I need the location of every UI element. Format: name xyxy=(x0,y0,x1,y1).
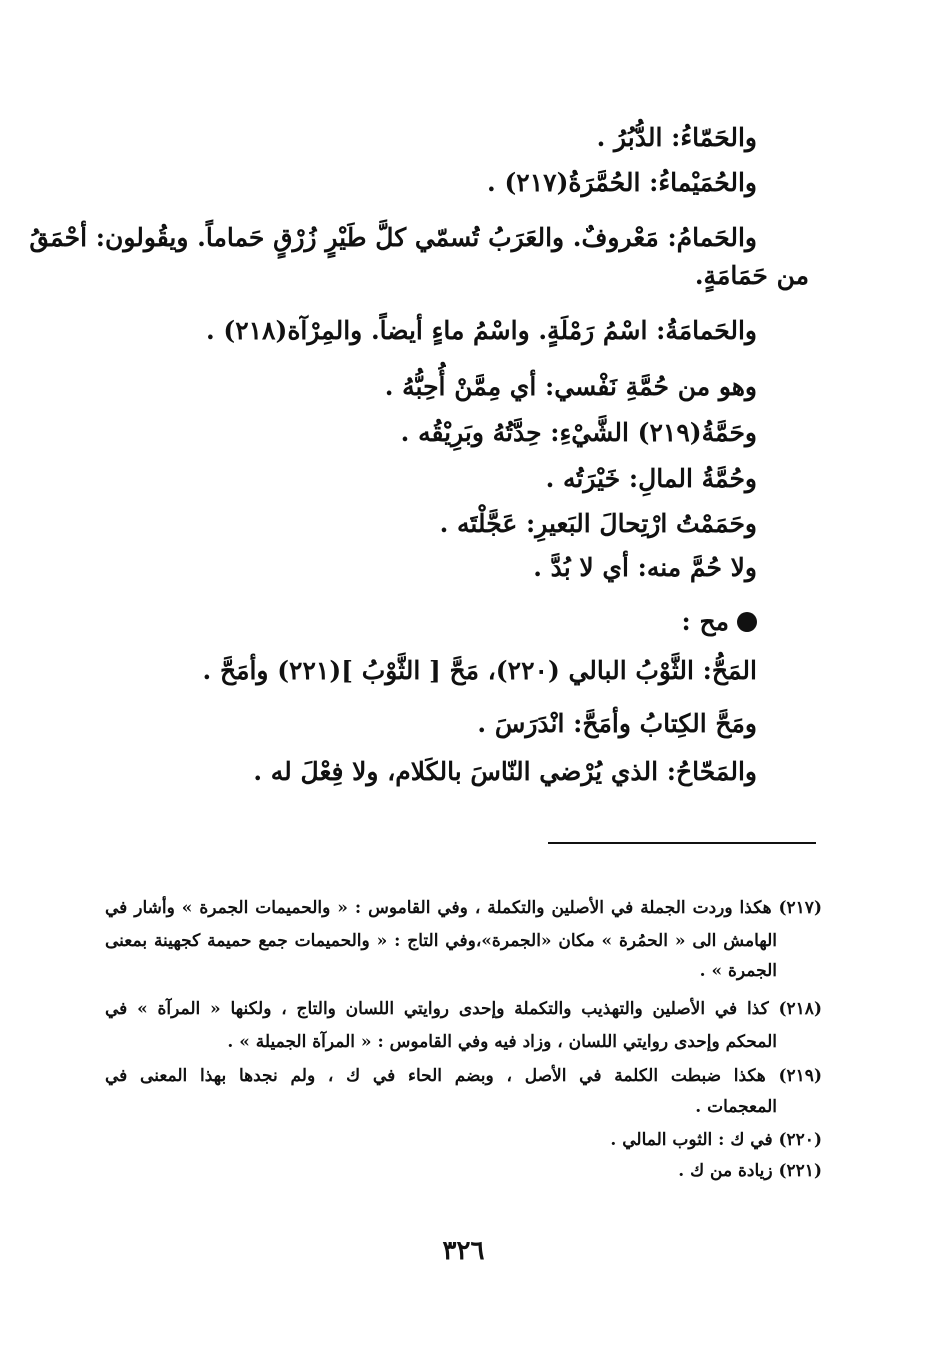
section-heading-text: مح : xyxy=(681,607,729,636)
entry-line: وهو من حُمَّةِ نَفْسي: أي مِمَّنْ أُحِبُّهُ . xyxy=(384,372,757,401)
footnote-line: (٢١٧) هكذا وردت الجملة في الأصلين والتكملة ، وفي القاموس : « والحميمات الجمرة » وأشار في xyxy=(105,898,822,918)
entry-line: ولا حُمَّ منه: أي لا بُدَّ . xyxy=(533,553,757,582)
entry-line: المَحُّ: الثَّوْبُ البالي (٢٢٠)، مَحَّ [ الثَّوْبُ ](٢٢١) وأمَحَّ . xyxy=(202,656,757,685)
entry-line: والحُمَيْماءُ: الحُمَّرَةُ(٢١٧) . xyxy=(487,168,757,197)
footnote-separator xyxy=(548,842,816,844)
entry-line-continuation: من حَمَامَةٍ. xyxy=(694,261,809,290)
footnote-line: المحكم وإحدى روايتي اللسان ، وزاد فيه وفي القاموس : « المرآة الجميلة » . xyxy=(227,1032,777,1052)
entry-line: وحَمَّةُ(٢١٩) الشَّيْءِ: حِدَّتُهُ وبَرِيْقُه . xyxy=(400,418,757,447)
entry-line: ومَحَّ الكِتابُ وأمَحَّ: انْدَرَسَ . xyxy=(477,709,757,738)
entry-line: والحَمّاءُ: الدُّبُرُ . xyxy=(596,123,757,152)
footnote-line: الهامش الى « الحمُرة » مكان «الجمرة»،وفي التاج : « والحميمات جمع حميمة كجهينة بمعنى xyxy=(105,931,777,951)
section-heading xyxy=(682,605,757,639)
footnote-line: المعجمات . xyxy=(695,1097,777,1117)
page-number: ٣٢٦ xyxy=(442,1236,485,1266)
footnote-line: الجمرة » . xyxy=(699,961,777,981)
bullet-icon xyxy=(737,612,757,632)
footnote-line: (٢٢١) زيادة من ك . xyxy=(678,1161,822,1181)
entry-line: وحُمَّةُ المالِ: خَيْرَتُه . xyxy=(545,464,757,493)
footnote-line: (٢١٨) كذا في الأصلين والتهذيب والتكملة وإحدى روايتي اللسان والتاج ، ولكنها « المرآة » في xyxy=(105,999,822,1019)
entry-line: وحَمَمْتُ ارْتِحالَ البَعيرِ: عَجَّلْتَه . xyxy=(439,509,757,538)
footnote-line: (٢١٩) هكذا ضبطت الكلمة في الأصل ، وبضم الحاء في ك ، ولم نجدها بهذا المعنى في xyxy=(105,1066,822,1086)
entry-line: والحَمامَةُ: اسْمُ رَمْلَةٍ. واسْمُ ماءٍ أيضاً. والمِرْآة(٢١٨) . xyxy=(205,316,757,345)
entry-line: والمَحّاحُ: الذي يُرْضي النّاسَ بالكَلام، ولا فِعْلَ له . xyxy=(253,757,757,786)
footnote-line: (٢٢٠) في ك : الثوب المالي . xyxy=(610,1130,822,1150)
entry-line: والحَمامُ: مَعْروفٌ. والعَرَبُ تُسمّي كلَّ طَيْرٍ زُرْقٍ حَماماً. ويقُولون: أحْمَقُ xyxy=(29,223,757,252)
